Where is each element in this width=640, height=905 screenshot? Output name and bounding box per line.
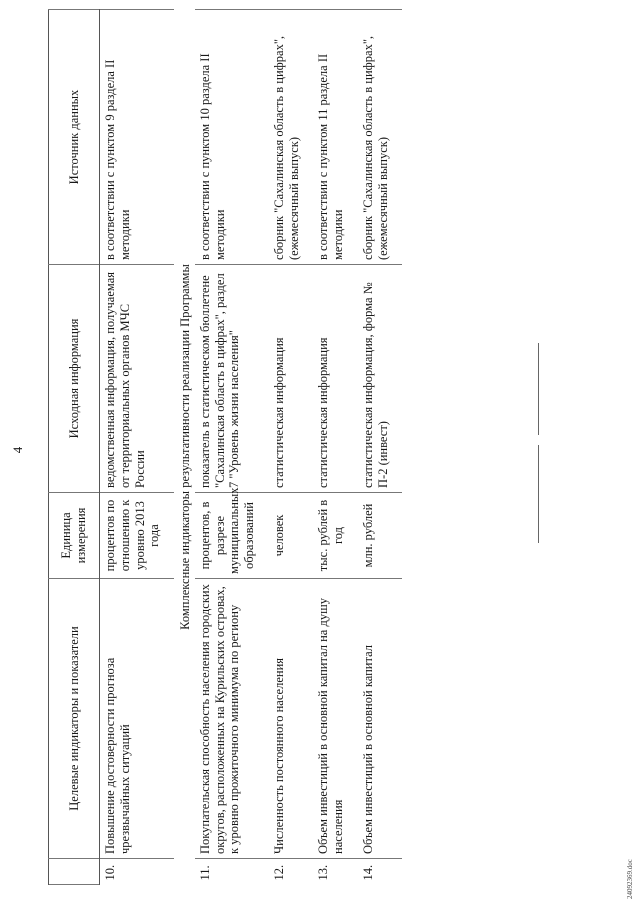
- row-unit: человек: [269, 493, 314, 579]
- header-indicator: Целевые индикаторы и показатели: [49, 579, 100, 859]
- header-data-source: Источник данных: [49, 10, 100, 265]
- table-header-row: [49, 10, 100, 885]
- row-unit: млн. рублей: [358, 493, 403, 579]
- table-row: [358, 10, 403, 885]
- indicators-table: [48, 9, 402, 885]
- row-unit: процентов, в разрезе муниципальных образований: [195, 493, 269, 579]
- table-row: [269, 10, 314, 885]
- document-id: 24092369.doc: [626, 859, 634, 899]
- row-data-source: в соответствии с пунктом 11 раздела II методики: [313, 10, 358, 265]
- section-title: Комплексные индикаторы результативности реализации Программы: [178, 264, 192, 630]
- row-indicator: Повышение достоверности прогноза чрезвычайных ситуаций: [100, 579, 175, 859]
- row-data-source: в соответствии с пунктом 10 раздела II методики: [195, 10, 269, 265]
- row-num: 14.: [360, 864, 375, 881]
- table-row: [313, 10, 358, 885]
- row-source-info: статистическая информация, форма № П-2 (инвест): [358, 265, 403, 493]
- section-row: [174, 10, 195, 885]
- row-source-info: ведомственная информация, получаемая от территориальных органов МЧС России: [100, 265, 175, 493]
- row-num: 12.: [271, 864, 286, 881]
- table-row: [195, 10, 269, 885]
- signature-line: [538, 445, 539, 543]
- row-num: 10.: [103, 864, 117, 881]
- row-indicator: Объем инвестиций в основной капитал на душу населения: [313, 579, 358, 859]
- row-source-info: показатель в статистическом бюллетене "Сахалинская область в цифрах", раздел 7 "Уровень жизни населения": [195, 265, 269, 493]
- row-data-source: сборник "Сахалинская область в цифрах", (ежемесячный выпуск): [269, 10, 314, 265]
- row-indicator: Численность постоянного населения: [269, 579, 314, 859]
- header-num: [49, 859, 100, 885]
- header-unit: Единица измерения: [49, 493, 100, 579]
- row-unit: процентов по отношению к уровню 2013 года: [100, 493, 175, 579]
- row-indicator: Объем инвестиций в основной капитал: [358, 579, 403, 859]
- row-num: 13.: [316, 864, 331, 881]
- row-unit: тыс. рублей в год: [313, 493, 358, 579]
- page-number: 4: [10, 446, 25, 454]
- row-indicator: Покупательская способность населения городских округов, расположенных на Курильских островах, к уровню прожиточного минимума по региону: [195, 579, 269, 859]
- row-data-source: сборник "Сахалинская область в цифрах", (ежемесячный выпуск): [358, 10, 403, 265]
- header-source-info: Исходная информация: [49, 265, 100, 493]
- row-num: 11.: [197, 865, 212, 881]
- row-source-info: статистическая информация: [313, 265, 358, 493]
- table-row: [100, 10, 175, 885]
- signature-line: [538, 343, 539, 435]
- row-source-info: статистическая информация: [269, 265, 314, 493]
- row-data-source: в соответствии с пунктом 9 раздела II методики: [100, 10, 175, 265]
